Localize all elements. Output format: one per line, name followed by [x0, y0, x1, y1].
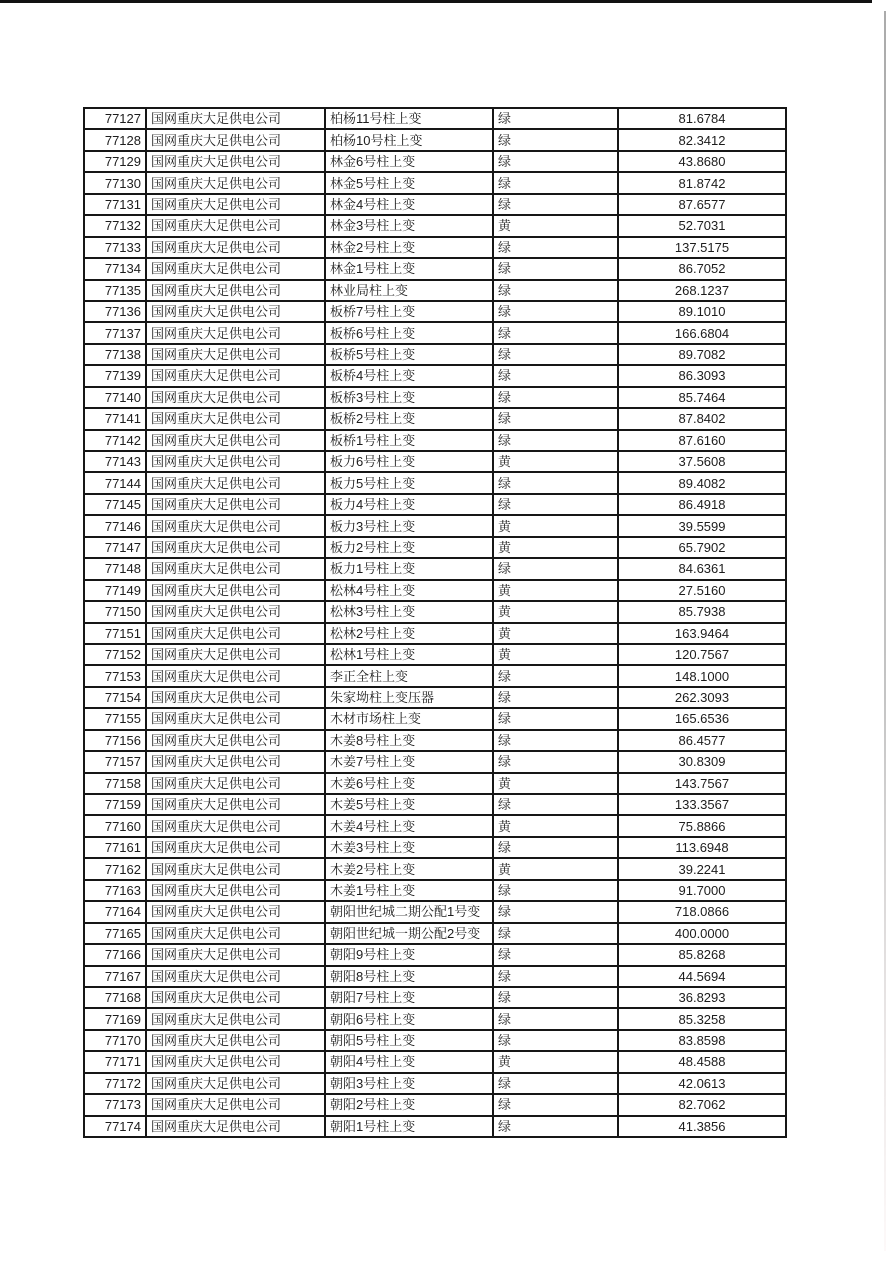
company-cell: 国网重庆大足供电公司	[146, 966, 325, 987]
record-id-cell: 77169	[84, 1008, 146, 1029]
table-row	[84, 515, 786, 536]
status-color-cell: 绿	[493, 923, 618, 944]
status-color-cell: 绿	[493, 794, 618, 815]
table-row	[84, 944, 786, 965]
value-cell: 163.9464	[618, 623, 786, 644]
record-id-cell: 77136	[84, 301, 146, 322]
transformer-name-cell: 林金4号柱上变	[325, 194, 493, 215]
table-row	[84, 494, 786, 515]
company-cell: 国网重庆大足供电公司	[146, 858, 325, 879]
table-row	[84, 580, 786, 601]
company-cell: 国网重庆大足供电公司	[146, 708, 325, 729]
value-cell: 82.3412	[618, 129, 786, 150]
table-row	[84, 258, 786, 279]
table-row	[84, 644, 786, 665]
record-id-cell: 77168	[84, 987, 146, 1008]
transformer-name-cell: 板桥2号柱上变	[325, 408, 493, 429]
value-cell: 52.7031	[618, 215, 786, 236]
company-cell: 国网重庆大足供电公司	[146, 773, 325, 794]
record-id-cell: 77141	[84, 408, 146, 429]
table-row	[84, 601, 786, 622]
company-cell: 国网重庆大足供电公司	[146, 923, 325, 944]
value-cell: 86.4918	[618, 494, 786, 515]
record-id-cell: 77166	[84, 944, 146, 965]
status-color-cell: 黄	[493, 515, 618, 536]
status-color-cell: 绿	[493, 237, 618, 258]
company-cell: 国网重庆大足供电公司	[146, 344, 325, 365]
value-cell: 85.3258	[618, 1008, 786, 1029]
table-row	[84, 1116, 786, 1137]
status-color-cell: 绿	[493, 687, 618, 708]
record-id-cell: 77144	[84, 472, 146, 493]
table-row	[84, 108, 786, 129]
status-color-cell: 黄	[493, 451, 618, 472]
table-row	[84, 687, 786, 708]
transformer-name-cell: 松林4号柱上变	[325, 580, 493, 601]
record-id-cell: 77167	[84, 966, 146, 987]
value-cell: 30.8309	[618, 751, 786, 772]
status-color-cell: 绿	[493, 730, 618, 751]
value-cell: 85.7464	[618, 387, 786, 408]
status-color-cell: 绿	[493, 1116, 618, 1137]
table-row	[84, 151, 786, 172]
transformer-name-cell: 板桥7号柱上变	[325, 301, 493, 322]
table-row	[84, 172, 786, 193]
transformer-name-cell: 板桥1号柱上变	[325, 430, 493, 451]
transformer-name-cell: 李正全柱上变	[325, 665, 493, 686]
transformer-name-cell: 朝阳世纪城一期公配2号变	[325, 923, 493, 944]
company-cell: 国网重庆大足供电公司	[146, 194, 325, 215]
table-row	[84, 987, 786, 1008]
table-row	[84, 194, 786, 215]
transformer-name-cell: 板力5号柱上变	[325, 472, 493, 493]
company-cell: 国网重庆大足供电公司	[146, 215, 325, 236]
record-id-cell: 77159	[84, 794, 146, 815]
status-color-cell: 黄	[493, 815, 618, 836]
record-id-cell: 77129	[84, 151, 146, 172]
company-cell: 国网重庆大足供电公司	[146, 472, 325, 493]
transformer-name-cell: 林金6号柱上变	[325, 151, 493, 172]
record-id-cell: 77153	[84, 665, 146, 686]
transformer-name-cell: 板桥4号柱上变	[325, 365, 493, 386]
value-cell: 89.4082	[618, 472, 786, 493]
value-cell: 43.8680	[618, 151, 786, 172]
status-color-cell: 绿	[493, 1094, 618, 1115]
record-id-cell: 77128	[84, 129, 146, 150]
company-cell: 国网重庆大足供电公司	[146, 987, 325, 1008]
value-cell: 262.3093	[618, 687, 786, 708]
table-row	[84, 280, 786, 301]
table-row	[84, 344, 786, 365]
value-cell: 91.7000	[618, 880, 786, 901]
transformer-data-table	[83, 107, 787, 1138]
company-cell: 国网重庆大足供电公司	[146, 751, 325, 772]
company-cell: 国网重庆大足供电公司	[146, 1008, 325, 1029]
status-color-cell: 绿	[493, 1008, 618, 1029]
table-row	[84, 665, 786, 686]
company-cell: 国网重庆大足供电公司	[146, 1116, 325, 1137]
transformer-name-cell: 朱家坳柱上变压器	[325, 687, 493, 708]
value-cell: 165.6536	[618, 708, 786, 729]
table-row	[84, 1030, 786, 1051]
transformer-name-cell: 林金5号柱上变	[325, 172, 493, 193]
company-cell: 国网重庆大足供电公司	[146, 880, 325, 901]
company-cell: 国网重庆大足供电公司	[146, 1073, 325, 1094]
table-row	[84, 387, 786, 408]
status-color-cell: 绿	[493, 494, 618, 515]
record-id-cell: 77158	[84, 773, 146, 794]
table-row	[84, 215, 786, 236]
record-id-cell: 77127	[84, 108, 146, 129]
company-cell: 国网重庆大足供电公司	[146, 730, 325, 751]
record-id-cell: 77165	[84, 923, 146, 944]
company-cell: 国网重庆大足供电公司	[146, 837, 325, 858]
value-cell: 86.3093	[618, 365, 786, 386]
transformer-name-cell: 朝阳6号柱上变	[325, 1008, 493, 1029]
record-id-cell: 77145	[84, 494, 146, 515]
status-color-cell: 绿	[493, 344, 618, 365]
value-cell: 143.7567	[618, 773, 786, 794]
table-row	[84, 237, 786, 258]
value-cell: 166.6804	[618, 322, 786, 343]
company-cell: 国网重庆大足供电公司	[146, 108, 325, 129]
status-color-cell: 黄	[493, 601, 618, 622]
company-cell: 国网重庆大足供电公司	[146, 1094, 325, 1115]
value-cell: 137.5175	[618, 237, 786, 258]
status-color-cell: 黄	[493, 1051, 618, 1072]
company-cell: 国网重庆大足供电公司	[146, 1051, 325, 1072]
company-cell: 国网重庆大足供电公司	[146, 644, 325, 665]
value-cell: 133.3567	[618, 794, 786, 815]
transformer-name-cell: 木姜8号柱上变	[325, 730, 493, 751]
table-row	[84, 1051, 786, 1072]
status-color-cell: 绿	[493, 944, 618, 965]
status-color-cell: 绿	[493, 430, 618, 451]
status-color-cell: 绿	[493, 708, 618, 729]
transformer-name-cell: 柏杨11号柱上变	[325, 108, 493, 129]
status-color-cell: 绿	[493, 665, 618, 686]
transformer-name-cell: 松林1号柱上变	[325, 644, 493, 665]
value-cell: 148.1000	[618, 665, 786, 686]
transformer-name-cell: 朝阳8号柱上变	[325, 966, 493, 987]
record-id-cell: 77162	[84, 858, 146, 879]
transformer-name-cell: 木姜7号柱上变	[325, 751, 493, 772]
company-cell: 国网重庆大足供电公司	[146, 280, 325, 301]
value-cell: 86.7052	[618, 258, 786, 279]
transformer-name-cell: 林业局柱上变	[325, 280, 493, 301]
page-right-edge-shadow	[884, 11, 886, 1251]
record-id-cell: 77156	[84, 730, 146, 751]
value-cell: 82.7062	[618, 1094, 786, 1115]
status-color-cell: 黄	[493, 623, 618, 644]
record-id-cell: 77149	[84, 580, 146, 601]
table-row	[84, 923, 786, 944]
record-id-cell: 77174	[84, 1116, 146, 1137]
transformer-name-cell: 朝阳4号柱上变	[325, 1051, 493, 1072]
table-row	[84, 408, 786, 429]
value-cell: 268.1237	[618, 280, 786, 301]
value-cell: 87.6160	[618, 430, 786, 451]
table-row	[84, 773, 786, 794]
company-cell: 国网重庆大足供电公司	[146, 944, 325, 965]
transformer-name-cell: 板桥5号柱上变	[325, 344, 493, 365]
transformer-name-cell: 松林2号柱上变	[325, 623, 493, 644]
transformer-name-cell: 朝阳7号柱上变	[325, 987, 493, 1008]
value-cell: 120.7567	[618, 644, 786, 665]
company-cell: 国网重庆大足供电公司	[146, 665, 325, 686]
company-cell: 国网重庆大足供电公司	[146, 258, 325, 279]
record-id-cell: 77170	[84, 1030, 146, 1051]
value-cell: 718.0866	[618, 901, 786, 922]
transformer-name-cell: 木姜4号柱上变	[325, 815, 493, 836]
record-id-cell: 77148	[84, 558, 146, 579]
status-color-cell: 绿	[493, 387, 618, 408]
company-cell: 国网重庆大足供电公司	[146, 623, 325, 644]
value-cell: 41.3856	[618, 1116, 786, 1137]
company-cell: 国网重庆大足供电公司	[146, 322, 325, 343]
value-cell: 39.2241	[618, 858, 786, 879]
transformer-name-cell: 朝阳9号柱上变	[325, 944, 493, 965]
top-horizontal-rule	[0, 0, 872, 3]
table-row	[84, 837, 786, 858]
value-cell: 89.7082	[618, 344, 786, 365]
company-cell: 国网重庆大足供电公司	[146, 687, 325, 708]
transformer-name-cell: 朝阳5号柱上变	[325, 1030, 493, 1051]
transformer-name-cell: 林金1号柱上变	[325, 258, 493, 279]
value-cell: 75.8866	[618, 815, 786, 836]
record-id-cell: 77171	[84, 1051, 146, 1072]
status-color-cell: 绿	[493, 751, 618, 772]
record-id-cell: 77139	[84, 365, 146, 386]
table-row	[84, 880, 786, 901]
transformer-name-cell: 木姜2号柱上变	[325, 858, 493, 879]
record-id-cell: 77135	[84, 280, 146, 301]
company-cell: 国网重庆大足供电公司	[146, 794, 325, 815]
company-cell: 国网重庆大足供电公司	[146, 301, 325, 322]
table-body	[84, 108, 786, 1137]
company-cell: 国网重庆大足供电公司	[146, 151, 325, 172]
status-color-cell: 黄	[493, 644, 618, 665]
company-cell: 国网重庆大足供电公司	[146, 451, 325, 472]
record-id-cell: 77134	[84, 258, 146, 279]
status-color-cell: 黄	[493, 537, 618, 558]
status-color-cell: 绿	[493, 472, 618, 493]
company-cell: 国网重庆大足供电公司	[146, 580, 325, 601]
table-row	[84, 301, 786, 322]
value-cell: 85.7938	[618, 601, 786, 622]
transformer-name-cell: 柏杨10号柱上变	[325, 129, 493, 150]
transformer-name-cell: 林金3号柱上变	[325, 215, 493, 236]
record-id-cell: 77130	[84, 172, 146, 193]
record-id-cell: 77172	[84, 1073, 146, 1094]
value-cell: 83.8598	[618, 1030, 786, 1051]
value-cell: 48.4588	[618, 1051, 786, 1072]
transformer-name-cell: 板力1号柱上变	[325, 558, 493, 579]
status-color-cell: 绿	[493, 194, 618, 215]
status-color-cell: 绿	[493, 108, 618, 129]
transformer-name-cell: 木姜3号柱上变	[325, 837, 493, 858]
status-color-cell: 绿	[493, 901, 618, 922]
status-color-cell: 绿	[493, 1030, 618, 1051]
value-cell: 113.6948	[618, 837, 786, 858]
company-cell: 国网重庆大足供电公司	[146, 129, 325, 150]
company-cell: 国网重庆大足供电公司	[146, 494, 325, 515]
status-color-cell: 绿	[493, 365, 618, 386]
table-row	[84, 1073, 786, 1094]
status-color-cell: 绿	[493, 322, 618, 343]
company-cell: 国网重庆大足供电公司	[146, 408, 325, 429]
record-id-cell: 77138	[84, 344, 146, 365]
transformer-name-cell: 板桥3号柱上变	[325, 387, 493, 408]
transformer-name-cell: 林金2号柱上变	[325, 237, 493, 258]
value-cell: 27.5160	[618, 580, 786, 601]
status-color-cell: 绿	[493, 558, 618, 579]
record-id-cell: 77132	[84, 215, 146, 236]
status-color-cell: 绿	[493, 280, 618, 301]
value-cell: 85.8268	[618, 944, 786, 965]
table-row	[84, 901, 786, 922]
company-cell: 国网重庆大足供电公司	[146, 430, 325, 451]
status-color-cell: 绿	[493, 258, 618, 279]
value-cell: 36.8293	[618, 987, 786, 1008]
value-cell: 86.4577	[618, 730, 786, 751]
record-id-cell: 77164	[84, 901, 146, 922]
value-cell: 87.6577	[618, 194, 786, 215]
transformer-name-cell: 朝阳2号柱上变	[325, 1094, 493, 1115]
table-row	[84, 451, 786, 472]
table-row	[84, 730, 786, 751]
company-cell: 国网重庆大足供电公司	[146, 515, 325, 536]
record-id-cell: 77133	[84, 237, 146, 258]
value-cell: 84.6361	[618, 558, 786, 579]
status-color-cell: 绿	[493, 837, 618, 858]
company-cell: 国网重庆大足供电公司	[146, 172, 325, 193]
status-color-cell: 绿	[493, 151, 618, 172]
transformer-name-cell: 木姜5号柱上变	[325, 794, 493, 815]
status-color-cell: 黄	[493, 215, 618, 236]
table-row	[84, 623, 786, 644]
company-cell: 国网重庆大足供电公司	[146, 601, 325, 622]
company-cell: 国网重庆大足供电公司	[146, 387, 325, 408]
record-id-cell: 77155	[84, 708, 146, 729]
transformer-name-cell: 板力4号柱上变	[325, 494, 493, 515]
table-row	[84, 322, 786, 343]
table-row	[84, 815, 786, 836]
transformer-name-cell: 板力2号柱上变	[325, 537, 493, 558]
table-row	[84, 537, 786, 558]
table-row	[84, 794, 786, 815]
company-cell: 国网重庆大足供电公司	[146, 1030, 325, 1051]
company-cell: 国网重庆大足供电公司	[146, 815, 325, 836]
table-row	[84, 365, 786, 386]
record-id-cell: 77146	[84, 515, 146, 536]
transformer-name-cell: 板力3号柱上变	[325, 515, 493, 536]
table-row	[84, 1008, 786, 1029]
value-cell: 400.0000	[618, 923, 786, 944]
transformer-name-cell: 朝阳世纪城二期公配1号变	[325, 901, 493, 922]
record-id-cell: 77137	[84, 322, 146, 343]
value-cell: 81.6784	[618, 108, 786, 129]
status-color-cell: 绿	[493, 987, 618, 1008]
company-cell: 国网重庆大足供电公司	[146, 237, 325, 258]
status-color-cell: 黄	[493, 773, 618, 794]
table-row	[84, 129, 786, 150]
table-row	[84, 472, 786, 493]
record-id-cell: 77150	[84, 601, 146, 622]
transformer-name-cell: 木姜6号柱上变	[325, 773, 493, 794]
company-cell: 国网重庆大足供电公司	[146, 365, 325, 386]
record-id-cell: 77160	[84, 815, 146, 836]
table-row	[84, 858, 786, 879]
transformer-name-cell: 板力6号柱上变	[325, 451, 493, 472]
record-id-cell: 77151	[84, 623, 146, 644]
table-row	[84, 708, 786, 729]
record-id-cell: 77163	[84, 880, 146, 901]
status-color-cell: 黄	[493, 858, 618, 879]
value-cell: 87.8402	[618, 408, 786, 429]
transformer-name-cell: 木材市场柱上变	[325, 708, 493, 729]
value-cell: 89.1010	[618, 301, 786, 322]
record-id-cell: 77131	[84, 194, 146, 215]
table-row	[84, 1094, 786, 1115]
status-color-cell: 绿	[493, 966, 618, 987]
table-row	[84, 558, 786, 579]
status-color-cell: 黄	[493, 580, 618, 601]
status-color-cell: 绿	[493, 880, 618, 901]
record-id-cell: 77157	[84, 751, 146, 772]
transformer-name-cell: 松林3号柱上变	[325, 601, 493, 622]
transformer-name-cell: 板桥6号柱上变	[325, 322, 493, 343]
record-id-cell: 77152	[84, 644, 146, 665]
table-row	[84, 751, 786, 772]
record-id-cell: 77143	[84, 451, 146, 472]
record-id-cell: 77173	[84, 1094, 146, 1115]
status-color-cell: 绿	[493, 408, 618, 429]
company-cell: 国网重庆大足供电公司	[146, 537, 325, 558]
value-cell: 37.5608	[618, 451, 786, 472]
transformer-name-cell: 朝阳3号柱上变	[325, 1073, 493, 1094]
status-color-cell: 绿	[493, 129, 618, 150]
value-cell: 81.8742	[618, 172, 786, 193]
value-cell: 39.5599	[618, 515, 786, 536]
record-id-cell: 77161	[84, 837, 146, 858]
record-id-cell: 77140	[84, 387, 146, 408]
record-id-cell: 77154	[84, 687, 146, 708]
record-id-cell: 77142	[84, 430, 146, 451]
value-cell: 44.5694	[618, 966, 786, 987]
status-color-cell: 绿	[493, 301, 618, 322]
company-cell: 国网重庆大足供电公司	[146, 901, 325, 922]
value-cell: 65.7902	[618, 537, 786, 558]
status-color-cell: 绿	[493, 172, 618, 193]
table-row	[84, 966, 786, 987]
company-cell: 国网重庆大足供电公司	[146, 558, 325, 579]
transformer-name-cell: 朝阳1号柱上变	[325, 1116, 493, 1137]
status-color-cell: 绿	[493, 1073, 618, 1094]
value-cell: 42.0613	[618, 1073, 786, 1094]
record-id-cell: 77147	[84, 537, 146, 558]
table-row	[84, 430, 786, 451]
transformer-name-cell: 木姜1号柱上变	[325, 880, 493, 901]
